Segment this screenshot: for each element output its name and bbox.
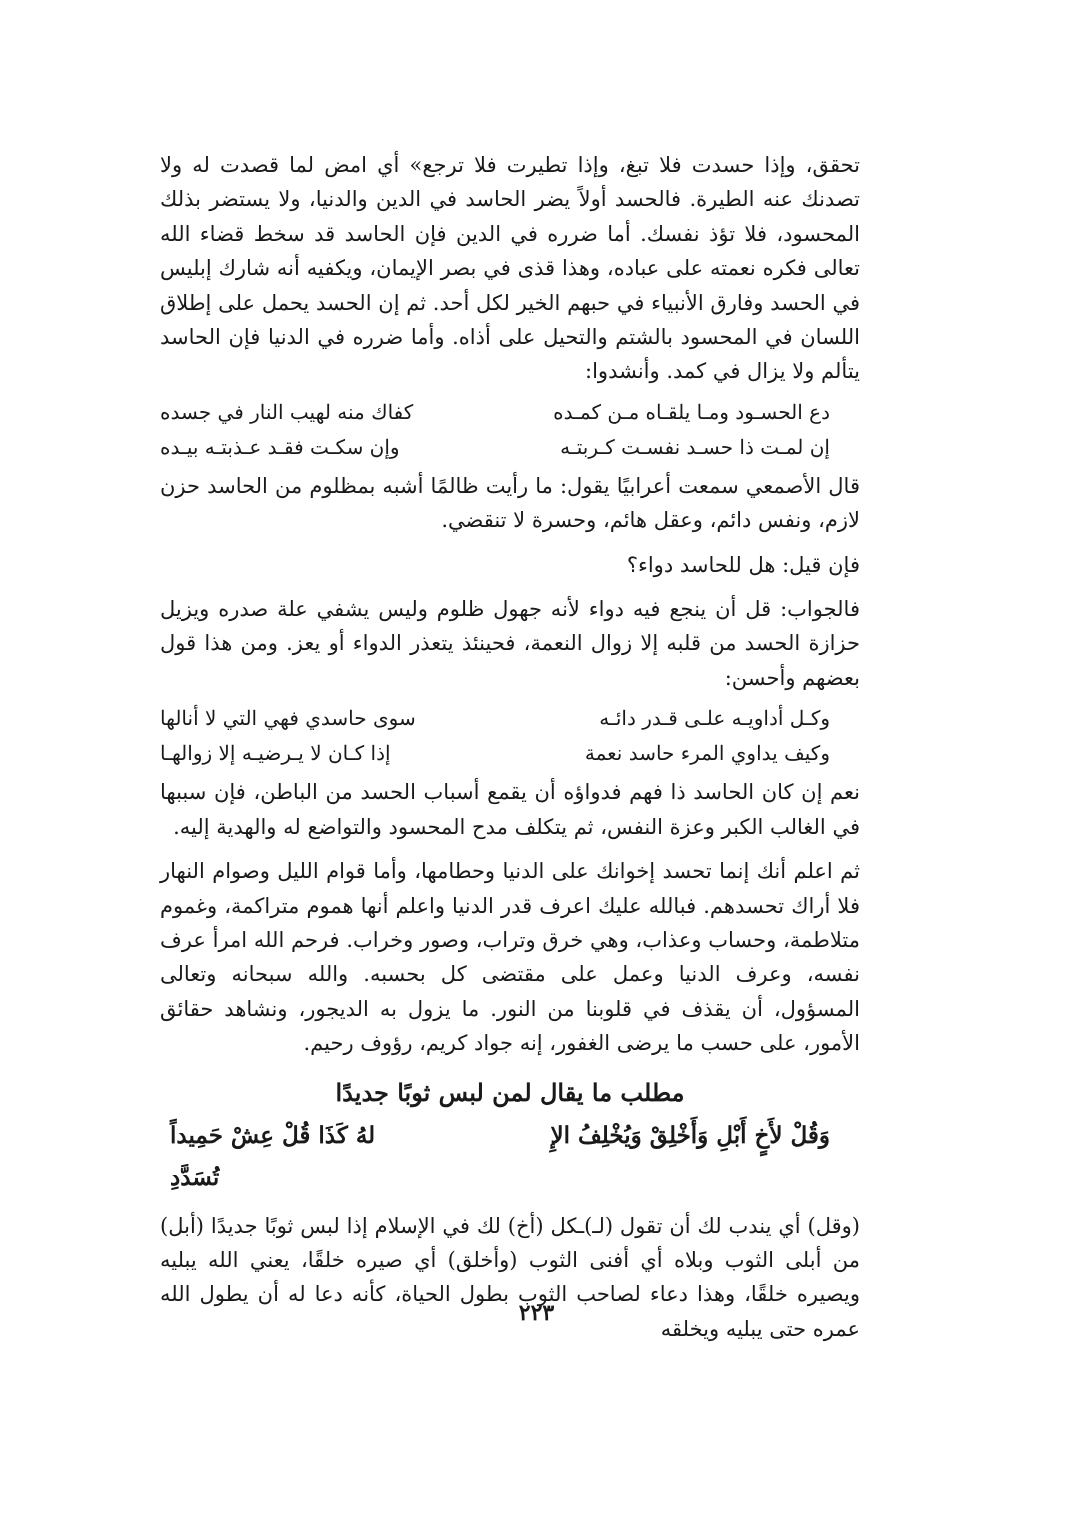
verse-block-cure [160,701,860,771]
paragraph-envy-harm: تحقق، وإذا حسدت فلا تبغ، وإذا تطيرت فلا ترجع» أي امض لما قصدت له ولا تصدنك عنه الطيرة. فالحسد أولاً يضر الحاسد في الدين والدنيا، ولا يستضر بذلك المحسود، فلا تؤذ نفسك. أما ضرره في الدين فإن الحاسد قد سخط قضاء الله تعالى فكره نعمته على عباده، وهذا قذى في بصر الإيمان، ويكفيه أنه شارك إبليس في الحسد وفارق الأنبياء في حبهم الخير لكل أحد. ثم إن الحسد يحمل على إطلاق اللسان في المحسود بالشتم والتحيل على أذاه. وأما ضرره في الدنيا فإن الحاسد يتألم ولا يزال في كمد. وأنشدوا: [160,153,860,384]
paragraph-commentary: (وقل) أي يندب لك أن تقول (لـ)ـكل (أخ) لك في الإسلام إذا لبس ثوبًا جديدًا (أبل) من أبلى الثوب وبلاه أي أفنى الثوب (وأخلق) أي صيره خلقًا، يعني الله يبليه ويصيره خلقًا، وهذا دعاء لصاحب الثوب بطول الحياة، كأنه دعا له أن يطول الله عمره حتى يبليه ويخلقه [160,1213,860,1341]
verse-hemistich-second: كفاك منه لهيب النار في جسده [160,399,414,424]
verse-block-envy [160,395,860,465]
poem-hemistich-first: وَقُلْ لأَخٍ أَبْلِ وَأَخْلِقْ وَيُخْلِفُ الإِ [550,1121,830,1149]
verse-line [160,430,860,465]
verse-hemistich-first: وكـل أداويـه علـى قـدر دائـه [599,706,830,731]
verse-hemistich-second: وإن سكـت فقـد عـذبتـه بيـده [160,434,400,459]
paragraph-asmai: قال الأصمعي سمعت أعرابيًا يقول: ما رأيت ظالمًا أشبه بمظلوم من الحاسد حزن لازم، ونفس دائم، وعقل هائم، وحسرة لا تنقضي. [160,473,860,533]
verse-line [160,736,860,771]
section-heading: مطلب ما يقال لمن لبس ثوبًا جديدًا [335,1077,685,1107]
paragraph-remedy: نعم إن كان الحاسد ذا فهم فدواؤه أن يقمع أسباب الحسد من الباطن، فإن سببها في الغالب الكبر وعزة النفس، ثم يتكلف مدح المحسود والتواضع له والهدية إليه. [160,780,860,839]
verse-line [160,395,860,430]
verse-hemistich-first: وكيف يداوي المرء حاسد نعمة [584,741,830,766]
verse-hemistich-first: إن لمـت ذا حسـد نفسـت كـربتـه [560,434,830,459]
poem-hemistich-second: لهُ كَذَا قُلْ عِشْ حَمِيداً تُسَدَّدِ [170,1121,376,1191]
paragraph-answer: فالجواب: قل أن ينجع فيه دواء لأنه جهول ظلوم وليس يشفي علة صدره ويزيل حزازة الحسد من قلبه إلا زوال النعمة، فحينئذ يتعذر الدواء أو يعز. ومن هذا قول بعضهم وأحسن: [160,597,860,690]
paragraph-worldly: ثم اعلم أنك إنما تحسد إخوانك على الدنيا وحطامها، وأما قوام الليل وصوام النهار فلا أراك تحسدهم. فبالله عليك اعرف قدر الدنيا واعلم أنها هموم متراكمة، وغموم متلاطمة، وحساب وعذاب، وهي خرق وتراب، وصور وخراب. فرحم الله امرأ عرف نفسه، وعرف الدنيا وعمل على مقتضى كل بحسبه. والله سبحانه وتعالى المسؤول، أن يقذف في قلوبنا من النور. ما يزول به الديجور، ونشاهد حقائق الأمور، على حسب ما يرضى الغفور، إنه جواد كريم، رؤوف رحيم. [160,859,860,1056]
poem-line [160,1115,860,1199]
verse-hemistich-second: إذا كـان لا يـرضيـه إلا زوالهـا [160,741,391,766]
verse-hemistich-second: سوى حاسدي فهي التي لا أنالها [160,706,416,731]
verse-line [160,701,860,736]
page-body [160,148,860,1346]
verse-hemistich-first: دع الحسـود ومـا يلقـاه مـن كمـده [553,399,830,424]
paragraph-question: فإن قيل: هل للحاسد دواء؟ [626,552,860,577]
page-number: ٢٢٣ [518,1300,555,1326]
